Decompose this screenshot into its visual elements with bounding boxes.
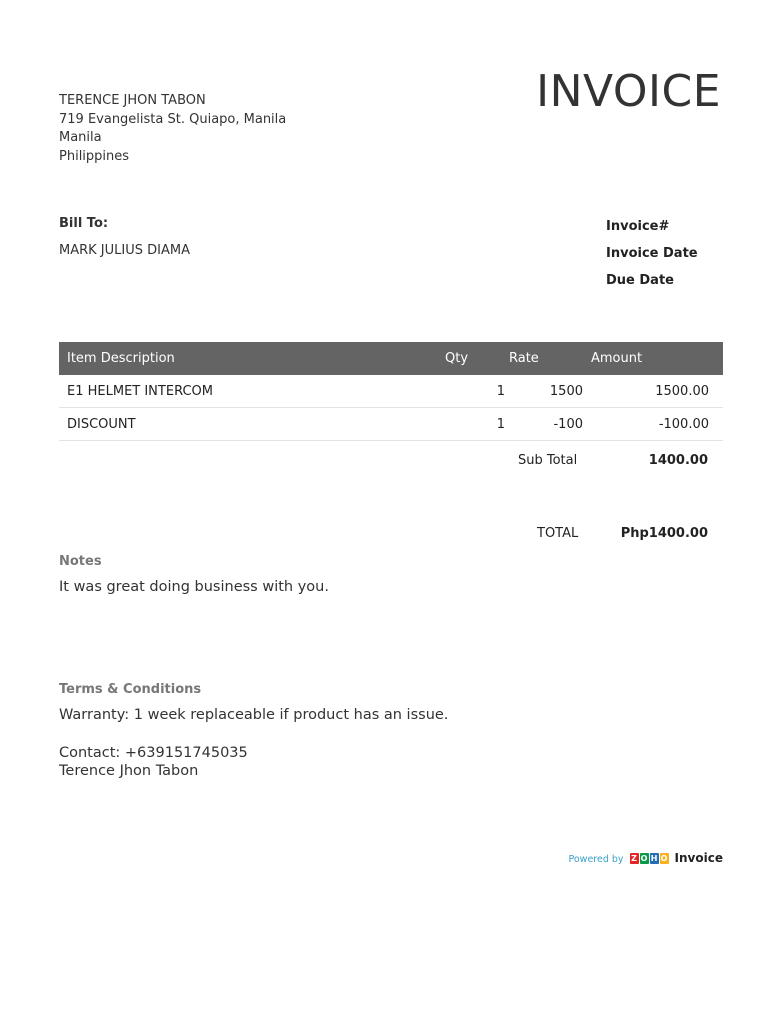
terms-contact: Contact: +639151745035 — [59, 745, 248, 761]
powered-by-zoho-link[interactable] — [568, 851, 723, 865]
notes-label: Notes — [59, 554, 102, 569]
row-description: DISCOUNT — [59, 408, 445, 441]
row-rate: 1500 — [509, 375, 591, 408]
invoice-date-label: Invoice Date — [606, 246, 698, 261]
zoho-logo-icon — [630, 853, 669, 864]
terms-contact-name: Terence Jhon Tabon — [59, 763, 199, 779]
header-amount: Amount — [591, 342, 723, 375]
powered-by-label: Powered by — [568, 854, 624, 865]
total-label: TOTAL — [537, 526, 579, 541]
zoho-logo-letter: H — [650, 853, 658, 863]
zoho-logo-letter: Z — [631, 853, 637, 863]
table-row — [59, 408, 723, 441]
row-amount: -100.00 — [591, 408, 723, 441]
invoice-title: INVOICE — [536, 66, 721, 117]
line-items-table — [59, 342, 723, 441]
sender-country: Philippines — [59, 148, 130, 164]
total-value: Php1400.00 — [620, 526, 708, 541]
notes-text: It was great doing business with you. — [59, 579, 329, 595]
bill-to-label: Bill To: — [59, 216, 109, 231]
header-rate: Rate — [509, 342, 591, 375]
row-rate: -100 — [509, 408, 591, 441]
sender-address-line: 719 Evangelista St. Quiapo, Manila — [59, 111, 287, 127]
zoho-logo-letter: O — [660, 853, 668, 863]
terms-warranty: Warranty: 1 week replaceable if product has an issue. — [59, 707, 449, 723]
sender-city: Manila — [59, 130, 102, 145]
row-description: E1 HELMET INTERCOM — [59, 375, 445, 408]
sender-address-block — [59, 92, 286, 166]
header-item-description: Item Description — [59, 342, 445, 375]
subtotal-label: Sub Total — [518, 453, 578, 468]
subtotal-value: 1400.00 — [648, 453, 708, 468]
row-qty: 1 — [445, 408, 509, 441]
table-header-row — [59, 342, 723, 375]
header-qty: Qty — [445, 342, 509, 375]
bill-to-name: MARK JULIUS DIAMA — [59, 243, 190, 258]
invoice-number-label: Invoice# — [606, 219, 670, 234]
row-amount: 1500.00 — [591, 375, 723, 408]
terms-label: Terms & Conditions — [59, 682, 202, 697]
sender-name: TERENCE JHON TABON — [59, 93, 206, 108]
zoho-logo-letter: O — [640, 853, 648, 863]
row-qty: 1 — [445, 375, 509, 408]
table-row — [59, 375, 723, 408]
due-date-label: Due Date — [606, 273, 674, 288]
zoho-product-name: Invoice — [674, 851, 723, 865]
